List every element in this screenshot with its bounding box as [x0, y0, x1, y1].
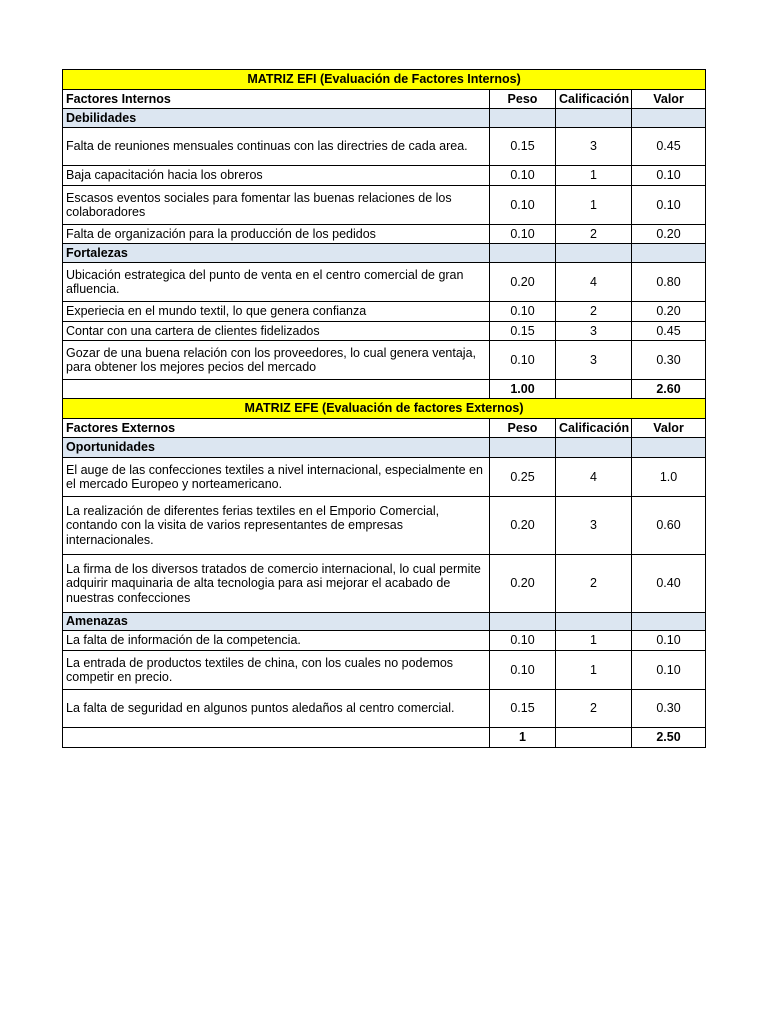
valor-cell: 0.45 — [632, 322, 706, 341]
peso-cell: 0.10 — [490, 302, 556, 322]
factor-cell: La falta de seguridad en algunos puntos aledaños al centro comercial. — [63, 690, 490, 728]
efe-header-peso: Peso — [490, 419, 556, 438]
table-row — [63, 302, 706, 322]
calificacion-cell: 1 — [556, 631, 632, 651]
section-row-amenazas — [63, 613, 706, 631]
efe-title-row — [63, 399, 706, 419]
peso-cell: 0.15 — [490, 322, 556, 341]
valor-cell: 0.40 — [632, 555, 706, 613]
valor-cell: 0.20 — [632, 302, 706, 322]
valor-cell: 0.45 — [632, 128, 706, 166]
valor-cell: 0.10 — [632, 186, 706, 225]
factor-cell: Contar con una cartera de clientes fidelizados — [63, 322, 490, 341]
peso-cell: 0.20 — [490, 555, 556, 613]
efe-total-valor: 2.50 — [632, 728, 706, 748]
efi-title-row — [63, 70, 706, 90]
peso-cell: 0.10 — [490, 341, 556, 380]
peso-cell: 0.25 — [490, 458, 556, 497]
calificacion-cell: 3 — [556, 322, 632, 341]
valor-cell: 1.0 — [632, 458, 706, 497]
valor-cell: 0.60 — [632, 497, 706, 555]
efe-header-valor: Valor — [632, 419, 706, 438]
factor-cell: Gozar de una buena relación con los proveedores, lo cual genera ventaja, para obtener los mejores pecios del mercado — [63, 341, 490, 380]
factor-cell: Falta de organización para la producción de los pedidos — [63, 225, 490, 244]
valor-cell: 0.10 — [632, 631, 706, 651]
factor-cell: El auge de las confecciones textiles a nivel internacional, especialmente en el mercado Europeo y norteamericano. — [63, 458, 490, 497]
valor-cell: 0.10 — [632, 166, 706, 186]
valor-cell: 0.30 — [632, 690, 706, 728]
calificacion-cell: 2 — [556, 555, 632, 613]
table-row — [63, 651, 706, 690]
section-row-fortalezas — [63, 244, 706, 263]
calificacion-cell: 3 — [556, 341, 632, 380]
efi-total-valor: 2.60 — [632, 380, 706, 399]
table-row — [63, 263, 706, 302]
peso-cell: 0.10 — [490, 225, 556, 244]
section-label-debilidades: Debilidades — [63, 109, 490, 128]
factor-cell: Falta de reuniones mensuales continuas con las directries de cada area. — [63, 128, 490, 166]
valor-cell: 0.20 — [632, 225, 706, 244]
calificacion-cell: 1 — [556, 186, 632, 225]
calificacion-cell: 3 — [556, 128, 632, 166]
table-row — [63, 341, 706, 380]
factor-cell: La falta de información de la competencia. — [63, 631, 490, 651]
section-row-oportunidades — [63, 438, 706, 458]
table-row — [63, 631, 706, 651]
table-row — [63, 497, 706, 555]
efe-header-calificacion: Calificación — [556, 419, 632, 438]
calificacion-cell: 3 — [556, 497, 632, 555]
peso-cell: 0.20 — [490, 263, 556, 302]
efi-header-valor: Valor — [632, 90, 706, 109]
valor-cell: 0.80 — [632, 263, 706, 302]
efe-total-row — [63, 728, 706, 748]
efe-header-factor: Factores Externos — [63, 419, 490, 438]
efi-header-factor: Factores Internos — [63, 90, 490, 109]
section-label-amenazas: Amenazas — [63, 613, 490, 631]
peso-cell: 0.10 — [490, 166, 556, 186]
table-row — [63, 186, 706, 225]
valor-cell: 0.10 — [632, 651, 706, 690]
table-row — [63, 166, 706, 186]
calificacion-cell: 1 — [556, 651, 632, 690]
calificacion-cell: 4 — [556, 263, 632, 302]
efi-header-row — [63, 90, 706, 109]
peso-cell: 0.15 — [490, 128, 556, 166]
factor-cell: La firma de los diversos tratados de comercio internacional, lo cual permite adquirir maquinaria de alta tecnologia para asi mejorar el acabado de nuestras confecciones — [63, 555, 490, 613]
efi-total-peso: 1.00 — [490, 380, 556, 399]
table-row — [63, 322, 706, 341]
section-label-fortalezas: Fortalezas — [63, 244, 490, 263]
efe-total-peso: 1 — [490, 728, 556, 748]
factor-cell: Escasos eventos sociales para fomentar las buenas relaciones de los colaboradores — [63, 186, 490, 225]
peso-cell: 0.10 — [490, 651, 556, 690]
factor-cell: Ubicación estrategica del punto de venta en el centro comercial de gran afluencia. — [63, 263, 490, 302]
efi-title: MATRIZ EFI (Evaluación de Factores Internos) — [63, 70, 706, 90]
factor-cell: La entrada de productos textiles de china, con los cuales no podemos competir en precio. — [63, 651, 490, 690]
efi-header-calificacion: Calificación — [556, 90, 632, 109]
calificacion-cell: 4 — [556, 458, 632, 497]
matrix-table — [62, 69, 706, 748]
table-row — [63, 555, 706, 613]
table-row — [63, 128, 706, 166]
factor-cell: La realización de diferentes ferias textiles en el Emporio Comercial, contando con la visita de varios representantes de empresas internacionales. — [63, 497, 490, 555]
calificacion-cell: 2 — [556, 302, 632, 322]
peso-cell: 0.15 — [490, 690, 556, 728]
peso-cell: 0.20 — [490, 497, 556, 555]
peso-cell: 0.10 — [490, 631, 556, 651]
section-label-oportunidades: Oportunidades — [63, 438, 490, 458]
peso-cell: 0.10 — [490, 186, 556, 225]
efi-header-peso: Peso — [490, 90, 556, 109]
table-row — [63, 458, 706, 497]
factor-cell: Baja capacitación hacia los obreros — [63, 166, 490, 186]
table-row — [63, 690, 706, 728]
efe-title: MATRIZ EFE (Evaluación de factores Externos) — [63, 399, 706, 419]
valor-cell: 0.30 — [632, 341, 706, 380]
efe-header-row — [63, 419, 706, 438]
factor-cell: Experiecia en el mundo textil, lo que genera confianza — [63, 302, 490, 322]
calificacion-cell: 2 — [556, 225, 632, 244]
calificacion-cell: 2 — [556, 690, 632, 728]
calificacion-cell: 1 — [556, 166, 632, 186]
table-row — [63, 225, 706, 244]
section-row-debilidades — [63, 109, 706, 128]
efi-total-row — [63, 380, 706, 399]
